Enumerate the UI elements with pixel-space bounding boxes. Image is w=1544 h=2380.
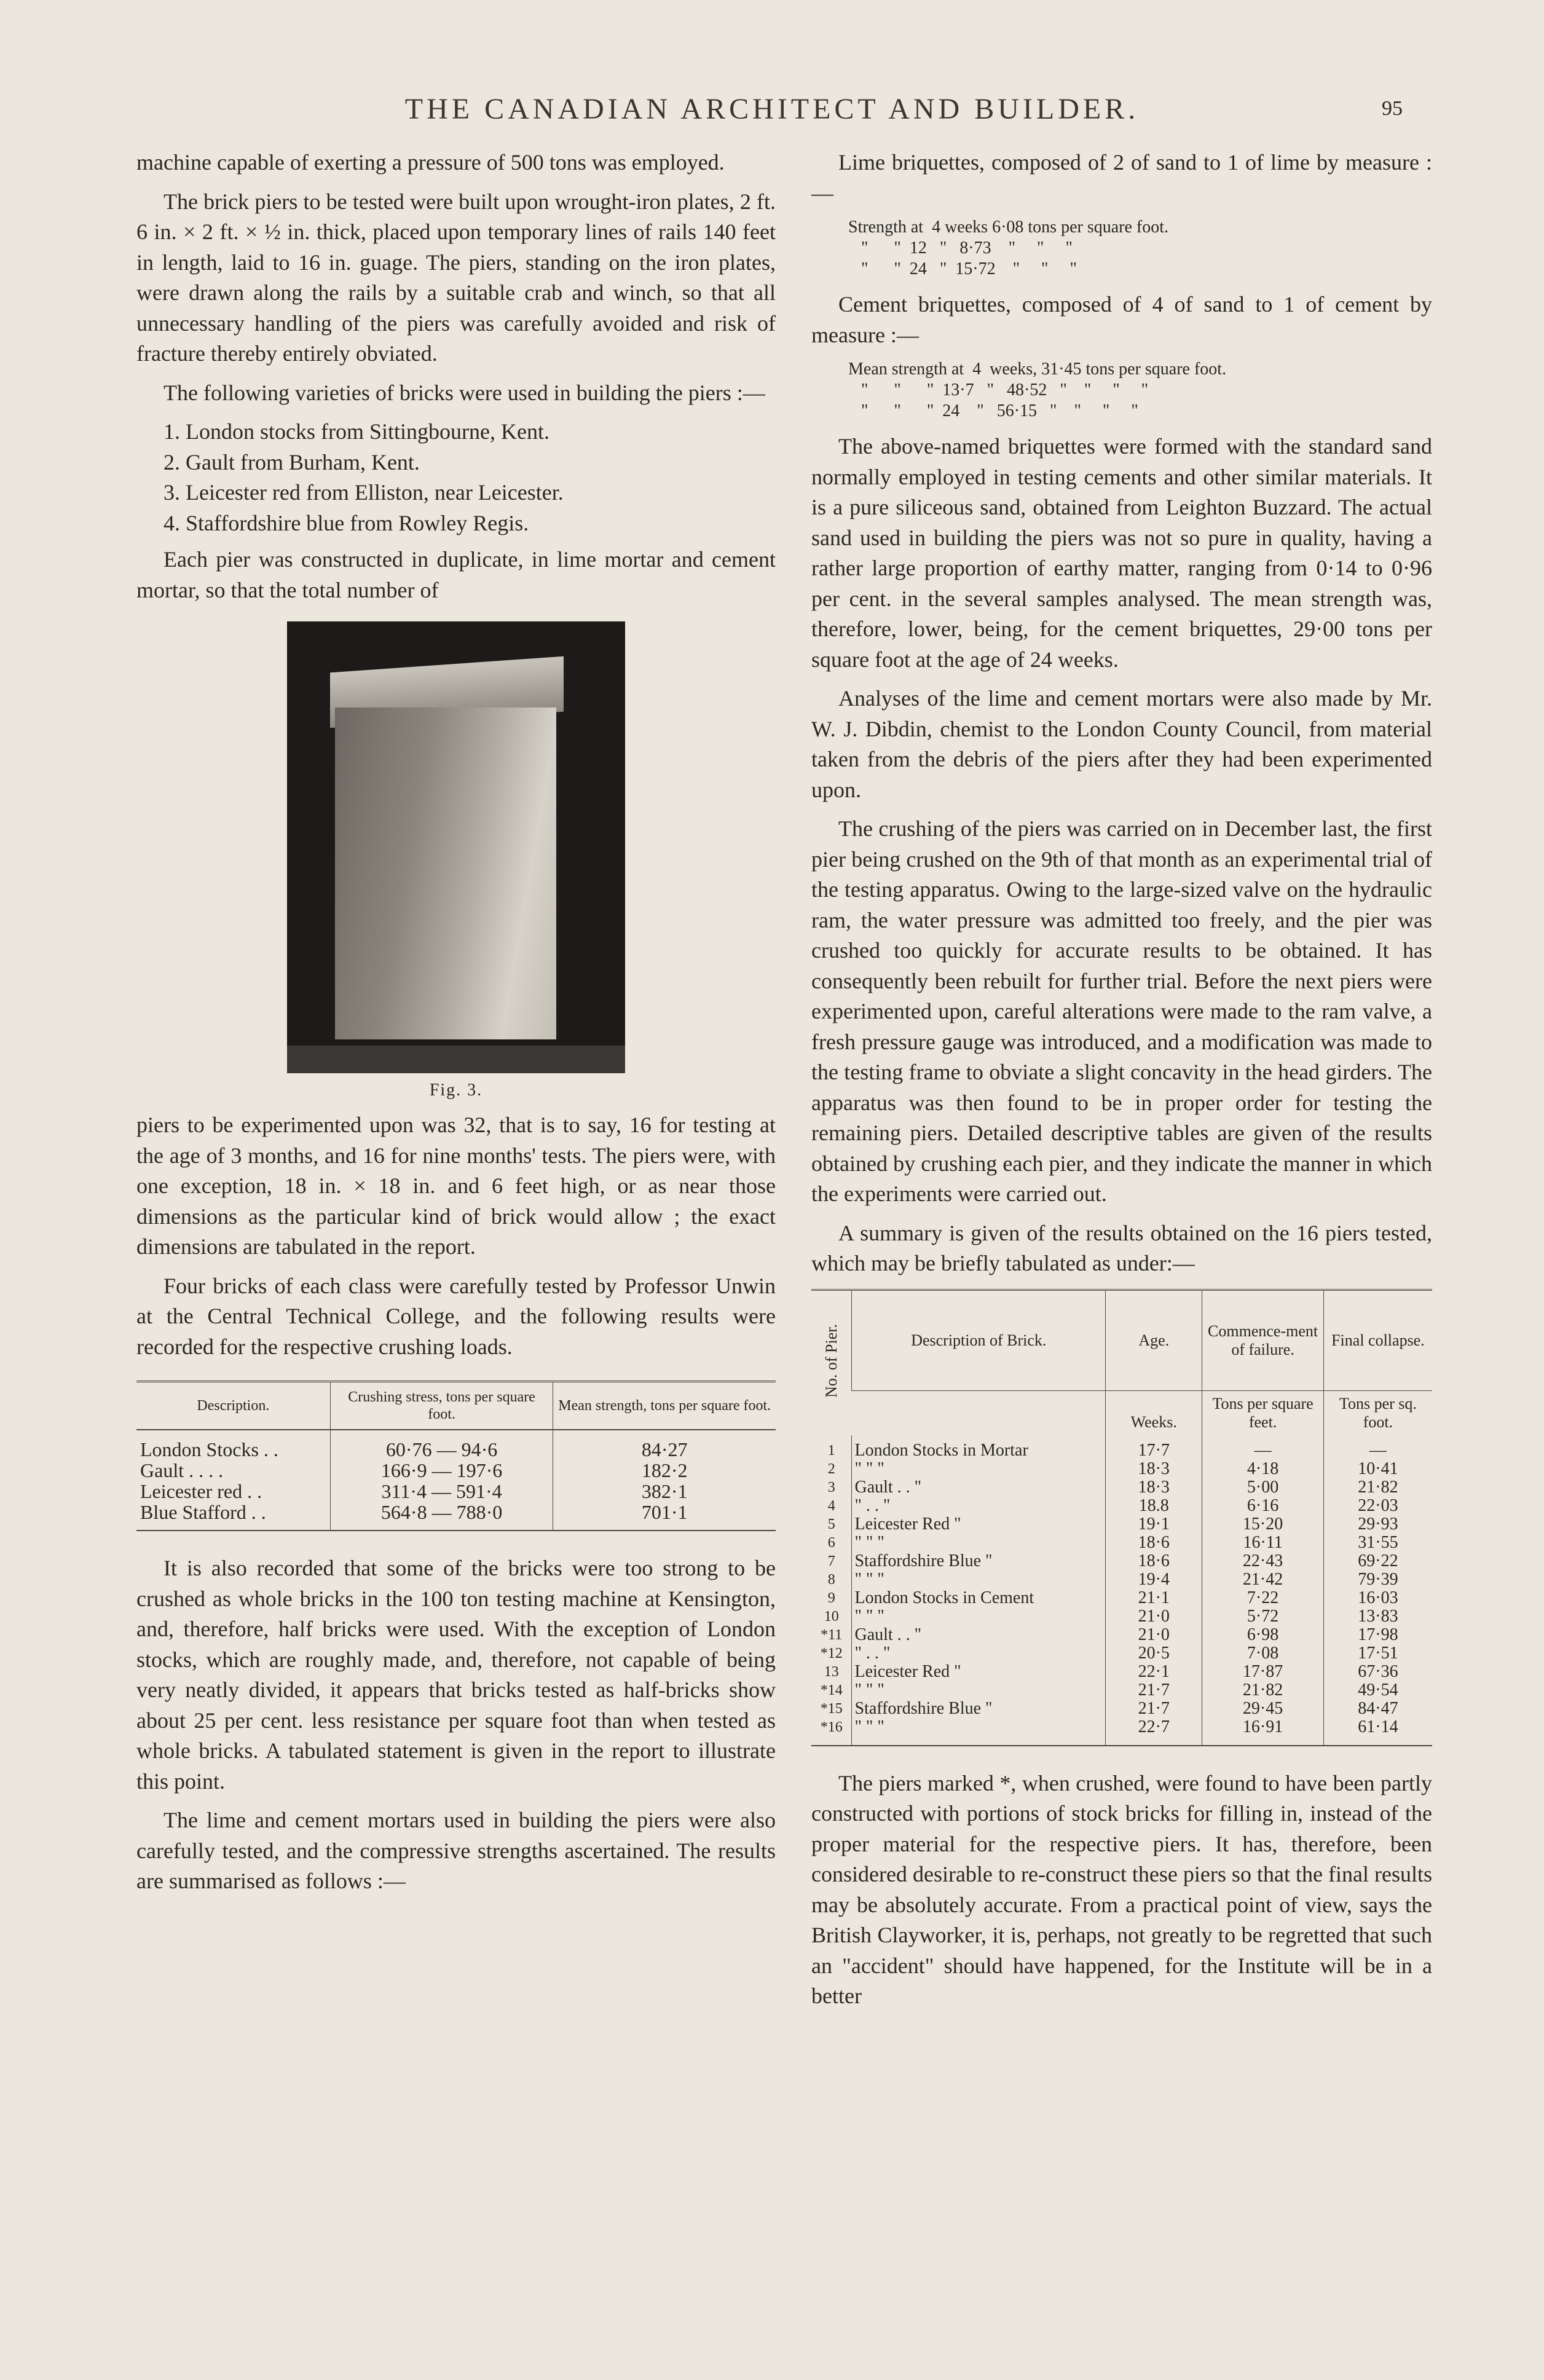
strength-line: Mean strength at 4 weeks, 31·45 tons per square foot. <box>848 360 1227 379</box>
table-cell: 22·7 <box>1106 1718 1202 1746</box>
strength-line: " " " 24 " 56·15 " " " " <box>848 401 1138 420</box>
table-cell: " " " <box>852 1718 1106 1746</box>
paragraph: It is also recorded that some of the bricks were too strong to be crushed as whole bricks in the 100 ton testing machine at Kensington, and, therefore, half bricks were used. With the exception of London stocks, which are roughly made, and, therefore, not capable of being very neatly divided, it appears that bricks tested as half-bricks show about 25 per cent. less resistance per square foot than when tested as whole bricks. A tabulated statement is given in the report to illustrate this point. <box>136 1556 776 1794</box>
strength-line: Strength at 4 weeks 6·08 tons per square foot. <box>848 218 1168 237</box>
paragraph: Lime briquettes, composed of 2 of sand to 1 of lime by measure :— <box>811 150 1432 205</box>
journal-title: THE CANADIAN ARCHITECT AND BUILDER. <box>404 93 1140 125</box>
table-cell: " . . " <box>852 1644 1106 1663</box>
table-cell: 17·87 <box>1202 1663 1323 1681</box>
paragraph: Analyses of the lime and cement mortars were also made by Mr. W. J. Dibdin, chemist to the London County Council, from material taken from the debris of the piers after they had been experimented upon. <box>811 686 1432 802</box>
table-cell: 21·42 <box>1202 1570 1323 1589</box>
table-cell: " " " <box>852 1607 1106 1626</box>
brick-strength-table <box>136 1381 776 1531</box>
paragraph: The following varieties of bricks were used in building the piers :— <box>163 380 765 405</box>
table-cell: Leicester Red " <box>852 1663 1106 1681</box>
right-column <box>811 148 1432 2020</box>
table-row <box>811 1718 1432 1746</box>
table-cell: 84·47 <box>1323 1700 1432 1718</box>
strength-line: " " " 13·7 " 48·52 " " " " <box>848 380 1149 400</box>
table-cell: 21·82 <box>1202 1681 1323 1700</box>
pier-number: 5 <box>827 1516 835 1532</box>
table-row <box>811 1626 1432 1644</box>
table-cell: — <box>1202 1435 1323 1460</box>
paragraph: The brick piers to be tested were built upon wrought-iron plates, 2 ft. 6 in. × 2 ft. × ½ in. thick, placed upon temporary lines of rails 140 feet in length, laid to 16 in. guage. The piers, standing on the iron plates, were drawn along the rails by a suitable crab and winch, so that all unnecessary handling of the piers was carefully avoided and risk of fracture thereby entirely obviated. <box>136 189 776 366</box>
pier-number: 2 <box>827 1460 835 1477</box>
table-cell: 31·55 <box>1323 1534 1432 1552</box>
table-row <box>811 1570 1432 1589</box>
table-cell: 49·54 <box>1323 1681 1432 1700</box>
table-header: Crushing stress, tons per square foot. <box>330 1382 553 1430</box>
table-cell: 4·18 <box>1202 1460 1323 1478</box>
table-cell: 21·7 <box>1106 1700 1202 1718</box>
table-cell: 18·3 <box>1106 1460 1202 1478</box>
table-cell: 18·3 <box>1106 1478 1202 1497</box>
table-cell: 21·82 <box>1323 1478 1432 1497</box>
figure <box>287 621 625 1103</box>
table-cell: 21·0 <box>1106 1607 1202 1626</box>
list-item: 3. Leicester red from Elliston, near Leicester. <box>163 480 564 505</box>
table-row: Leicester red . . 311·4 — 591·4 382·1 <box>136 1481 776 1502</box>
table-cell: London Stocks in Cement <box>852 1589 1106 1607</box>
table-cell: 22·43 <box>1202 1552 1323 1570</box>
table-cell: 16·11 <box>1202 1534 1323 1552</box>
pier-number: 4 <box>827 1497 835 1514</box>
table-row <box>811 1663 1432 1681</box>
table-row <box>811 1552 1432 1570</box>
table-cell: 18.8 <box>1106 1497 1202 1515</box>
table-unit: Tons per sq. foot. <box>1323 1390 1432 1435</box>
list-item: 1. London stocks from Sittingbourne, Kent. <box>163 419 549 444</box>
paragraph: The lime and cement mortars used in building the piers were also carefully tested, and the compressive strengths ascertained. The results are summarised as follows :— <box>136 1808 776 1893</box>
table-cell: 20·5 <box>1106 1644 1202 1663</box>
table-cell: 29·45 <box>1202 1700 1323 1718</box>
pier-number: 1 <box>827 1442 835 1459</box>
pier-number: 3 <box>827 1479 835 1495</box>
table-row <box>811 1644 1432 1663</box>
table-cell: 22·1 <box>1106 1663 1202 1681</box>
table-cell: 6·16 <box>1202 1497 1323 1515</box>
table-cell: 15·20 <box>1202 1515 1323 1534</box>
table-cell: 17·98 <box>1323 1626 1432 1644</box>
table-cell: 17·51 <box>1323 1644 1432 1663</box>
table-cell: 19·1 <box>1106 1515 1202 1534</box>
paragraph: Cement briquettes, composed of 4 of sand to 1 of cement by measure :— <box>811 292 1432 347</box>
table-cell: Gault . . " <box>852 1626 1106 1644</box>
table-row <box>811 1589 1432 1607</box>
table-header: Final collapse. <box>1323 1290 1432 1390</box>
table-cell: 29·93 <box>1323 1515 1432 1534</box>
table-header: Age. <box>1106 1290 1202 1390</box>
figure-caption: Fig. 3. <box>429 1081 483 1100</box>
table-cell: London Stocks in Mortar <box>852 1435 1106 1460</box>
paragraph: A summary is given of the results obtained on the 16 piers tested, which may be briefly tabulated as under:— <box>811 1220 1432 1275</box>
paragraph: Four bricks of each class were carefully tested by Professor Unwin at the Central Technical College, and the following results were recorded for the respective crushing loads. <box>136 1273 776 1359</box>
table-unit <box>852 1390 1106 1435</box>
table-row <box>811 1534 1432 1552</box>
table-row <box>811 1515 1432 1534</box>
table-cell: 6·98 <box>1202 1626 1323 1644</box>
pier-number: *11 <box>821 1626 843 1643</box>
table-row: London Stocks . . 60·76 — 94·6 84·27 <box>136 1430 776 1460</box>
pier-number: 10 <box>824 1608 839 1625</box>
table-cell: " " " <box>852 1681 1106 1700</box>
table-row <box>811 1681 1432 1700</box>
table-cell: Staffordshire Blue " <box>852 1552 1106 1570</box>
table-cell: 22·03 <box>1323 1497 1432 1515</box>
table-row <box>811 1478 1432 1497</box>
table-cell: Staffordshire Blue " <box>852 1700 1106 1718</box>
table-cell: " . . " <box>852 1497 1106 1515</box>
table-cell: 5·00 <box>1202 1478 1323 1497</box>
list-item: 2. Gault from Burham, Kent. <box>163 449 420 475</box>
brick-pier-photo <box>287 621 625 1073</box>
table-cell: 10·41 <box>1323 1460 1432 1478</box>
table-cell: — <box>1323 1435 1432 1460</box>
table-header: Description of Brick. <box>852 1290 1106 1390</box>
pier-number: *15 <box>820 1700 843 1717</box>
paragraph: The above-named briquettes were formed with the standard sand normally employed in testing cements and other similar materials. It is a pure siliceous sand, obtained from Leighton Buzzard. The actual sand used in building the piers was not so pure in quality, having a rather large proportion of earthy matter, ranging from 0·14 to 0·96 per cent. in the several samples analysed. The mean strength was, therefore, lower, being, for the cement briquettes, 29·00 tons per square foot at the age of 24 weeks. <box>811 434 1432 672</box>
table-row: Blue Stafford . . 564·8 — 788·0 701·1 <box>136 1502 776 1531</box>
table-row <box>811 1497 1432 1515</box>
table-row <box>811 1435 1432 1460</box>
table-cell: " " " <box>852 1570 1106 1589</box>
table-cell: 16·03 <box>1323 1589 1432 1607</box>
pier-number: 6 <box>827 1534 835 1551</box>
table-header: Commence-ment of failure. <box>1202 1290 1323 1390</box>
table-cell: 13·83 <box>1323 1607 1432 1626</box>
table-cell: 21·0 <box>1106 1626 1202 1644</box>
pier-number: *16 <box>820 1719 843 1735</box>
page-header <box>0 92 1544 135</box>
table-unit: Weeks. <box>1106 1390 1202 1435</box>
cement-strength-list <box>848 359 1432 422</box>
pier-number: 8 <box>827 1571 835 1588</box>
table-cell: " " " <box>852 1534 1106 1552</box>
table-cell: 7·22 <box>1202 1589 1323 1607</box>
paragraph: The crushing of the piers was carried on in December last, the first pier being crushed on the 9th of that month as an experimental trial of the testing apparatus. Owing to the large-sized valve on the hydraulic ram, the water pressure was admitted too freely, and the pier was crushed too quickly for accurate results to be obtained. It has consequently been rebuilt for further trial. Before the next piers were experimented upon, careful alterations were made to the ram valve, a fresh pressure gauge was introduced, and a modification was made to the testing frame to obviate a slight concavity in the head girders. The apparatus was then found to be in proper order for testing the remaining piers. Detailed descriptive tables are given of the results obtained by crushing each pier, and they indicate the manner in which the experiments were carried out. <box>811 816 1432 1206</box>
pier-number: *14 <box>820 1682 843 1698</box>
table-cell: 18·6 <box>1106 1552 1202 1570</box>
pier-number: 13 <box>824 1663 839 1680</box>
table-unit: Tons per square feet. <box>1202 1390 1323 1435</box>
table-cell: 67·36 <box>1323 1663 1432 1681</box>
table-cell: Gault . . " <box>852 1478 1106 1497</box>
paragraph: Each pier was constructed in duplicate, in lime mortar and cement mortar, so that the total number of <box>136 547 776 602</box>
table-row <box>811 1700 1432 1718</box>
paragraph: machine capable of exerting a pressure of 500 tons was employed. <box>136 150 725 175</box>
table-cell: 61·14 <box>1323 1718 1432 1746</box>
table-cell: 7·08 <box>1202 1644 1323 1663</box>
table-cell: 21·7 <box>1106 1681 1202 1700</box>
table-cell: 79·39 <box>1323 1570 1432 1589</box>
pier-results-table <box>811 1289 1432 1746</box>
table-cell: 69·22 <box>1323 1552 1432 1570</box>
table-row: Gault . . . . 166·9 — 197·6 182·2 <box>136 1460 776 1481</box>
table-header: Mean strength, tons per square foot. <box>553 1382 776 1430</box>
strength-line: " " 24 " 15·72 " " " <box>848 259 1077 278</box>
table-row <box>811 1607 1432 1626</box>
left-column <box>136 148 776 1905</box>
pier-number: *12 <box>820 1645 843 1661</box>
pier-number: 9 <box>827 1590 835 1606</box>
brick-varieties-list <box>136 417 776 538</box>
page-number: 95 <box>1382 97 1403 120</box>
table-header: No. of Pier. <box>822 1323 840 1398</box>
pier-results-body <box>811 1435 1432 1746</box>
paragraph: piers to be experimented upon was 32, that is to say, 16 for testing at the age of 3 months, and 16 for nine months' tests. The piers were, with one exception, 18 in. × 18 in. and 6 feet high, or as near those dimensions as the particular kind of brick would allow ; the exact dimensions are tabulated in the report. <box>136 1113 776 1259</box>
table-cell: " " " <box>852 1460 1106 1478</box>
table-cell: 16·91 <box>1202 1718 1323 1746</box>
table-cell: 17·7 <box>1106 1435 1202 1460</box>
table-cell: Leicester Red " <box>852 1515 1106 1534</box>
table-cell: 18·6 <box>1106 1534 1202 1552</box>
lime-strength-list <box>848 217 1432 280</box>
table-cell: 19·4 <box>1106 1570 1202 1589</box>
list-item: 4. Staffordshire blue from Rowley Regis. <box>163 510 529 535</box>
strength-line: " " 12 " 8·73 " " " <box>848 238 1073 258</box>
pier-number: 7 <box>827 1553 835 1569</box>
table-header: Description. <box>197 1398 270 1414</box>
table-cell: 21·1 <box>1106 1589 1202 1607</box>
table-cell: 5·72 <box>1202 1607 1323 1626</box>
paragraph: The piers marked *, when crushed, were found to have been partly constructed with portions of stock bricks for filling in, instead of the proper material for the respective piers. It has, therefore, been considered desirable to re-construct these piers so that the final results may be absolutely accurate. From a practical point of view, says the British Clayworker, it is, perhaps, not greatly to be regretted that such an "accident" should have happened, for the Institute will be in a better <box>811 1770 1432 2008</box>
table-row <box>811 1460 1432 1478</box>
